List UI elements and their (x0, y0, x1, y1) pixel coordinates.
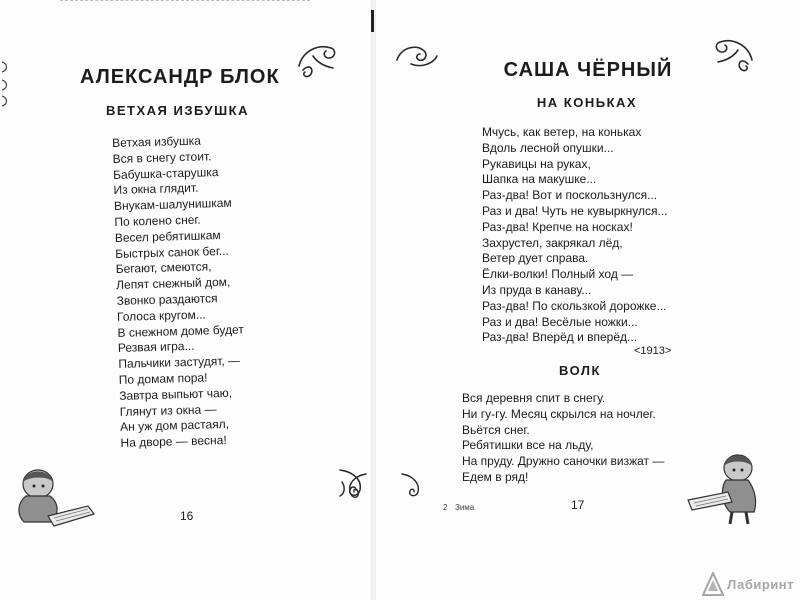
child-reading-illustration-left (8, 466, 98, 535)
poem-line: Глянут из окна — (119, 401, 217, 419)
poem-line: Резвая игра... (117, 339, 195, 356)
gutter-mark (371, 10, 374, 32)
poem-line: Вьётся снег. (462, 422, 530, 437)
poem-title-izbushka: ВЕТХАЯ ИЗБУШКА (106, 103, 249, 118)
poem-line: Ребятишки все на льду, (462, 438, 594, 453)
poem-line: Ни гу-гу. Месяц скрылся на ночлег. (462, 406, 656, 421)
author-blok: АЛЕКСАНДР БЛОК (80, 66, 280, 88)
corner-ornament-right-bottom-left (344, 470, 370, 502)
poem-line: Раз и два! Весёлые ножки... (482, 314, 638, 329)
poem-line: Едем в ряд! (462, 469, 529, 484)
poem-line: Мчусь, как ветер, на коньках (482, 125, 642, 139)
corner-ornament-right-bottom-left-small (398, 470, 424, 500)
poem-line: Ветхая избушка (112, 133, 201, 150)
poem-line: Раз-два! Вперёд и вперёд... (482, 330, 638, 345)
poem-line: Весел ребятишкам (114, 227, 221, 245)
child-reading-illustration-right (684, 448, 764, 533)
poem-line: Пальчики застудят, — (118, 353, 241, 372)
poem-line: Ёлки-волки! Полный ход — (482, 267, 634, 282)
labirint-watermark (702, 572, 794, 596)
poem-line: Раз-два! Крепче на носках! (482, 219, 633, 234)
poem-line: Вся в снегу стоит. (112, 149, 212, 166)
poem-line: По домам пора! (118, 370, 208, 387)
poem-line: На пруду. Дружно саночки визжат — (462, 454, 665, 469)
poem-line: Ветер дует справа. (482, 251, 589, 266)
edge-curl-left (0, 58, 10, 108)
footnote-number: 2 (443, 503, 448, 512)
footnote-text: Зима (455, 503, 475, 512)
poem-line: Вся деревня спит в снегу. (462, 391, 606, 405)
poem-line: Бегают, смеются, (115, 259, 212, 277)
poem-line: Голоса кругом... (116, 307, 206, 324)
poem-date: <1913> (634, 345, 672, 357)
poem-line: Раз и два! Чуть не кувыркнулся... (482, 203, 668, 218)
poem-title-na-konkakh: НА КОНЬКАХ (536, 95, 638, 110)
poem-line: Вдоль лесной опушки... (482, 140, 614, 155)
corner-ornament-right-top-right (712, 32, 758, 76)
poem-line: Из окна глядит. (113, 181, 199, 198)
poem-line: Захрустел, закрякал лёд, (482, 235, 623, 250)
poem-line: По колено снег. (114, 212, 201, 229)
page-number-left: 16 (180, 509, 194, 523)
page-number-right: 17 (571, 498, 585, 512)
poem-line: Из пруда в канаву... (482, 282, 592, 297)
corner-ornament-right-top-left (393, 38, 441, 70)
author-cherny: САША ЧЁРНЫЙ (503, 59, 673, 81)
poem-na-konkakh (482, 125, 668, 346)
poem-line: Ан уж дом растаял, (119, 417, 230, 435)
poem-line: Завтра выпьют чаю, (119, 385, 233, 403)
poem-izbushka (112, 132, 247, 451)
poem-line: Внукам-шалунишкам (113, 195, 232, 214)
poem-title-volk: ВОЛК (559, 363, 601, 378)
watermark-text: Лабиринт (727, 576, 794, 592)
labirint-logo-icon (702, 572, 724, 596)
poem-line: Лепят снежный дом, (115, 274, 231, 293)
poem-line: Шапка на макушке... (482, 172, 597, 187)
poem-line: Звонко раздаются (116, 291, 218, 308)
poem-line: На дворе — весна! (120, 433, 227, 451)
poem-line: Бабушка-старушка (112, 164, 219, 182)
poem-line: В снежном доме будет (117, 321, 244, 340)
poem-line: Раз-два! По скользкой дорожке... (482, 298, 667, 313)
top-edge-line (60, 0, 310, 4)
poem-line: Раз-два! Вот и поскользнулся... (482, 188, 658, 203)
poem-line: Быстрых санок бег... (115, 243, 229, 261)
poem-volk (462, 391, 664, 486)
poem-line: Рукавицы на руках, (482, 156, 591, 171)
corner-ornament-left-top (293, 36, 339, 82)
